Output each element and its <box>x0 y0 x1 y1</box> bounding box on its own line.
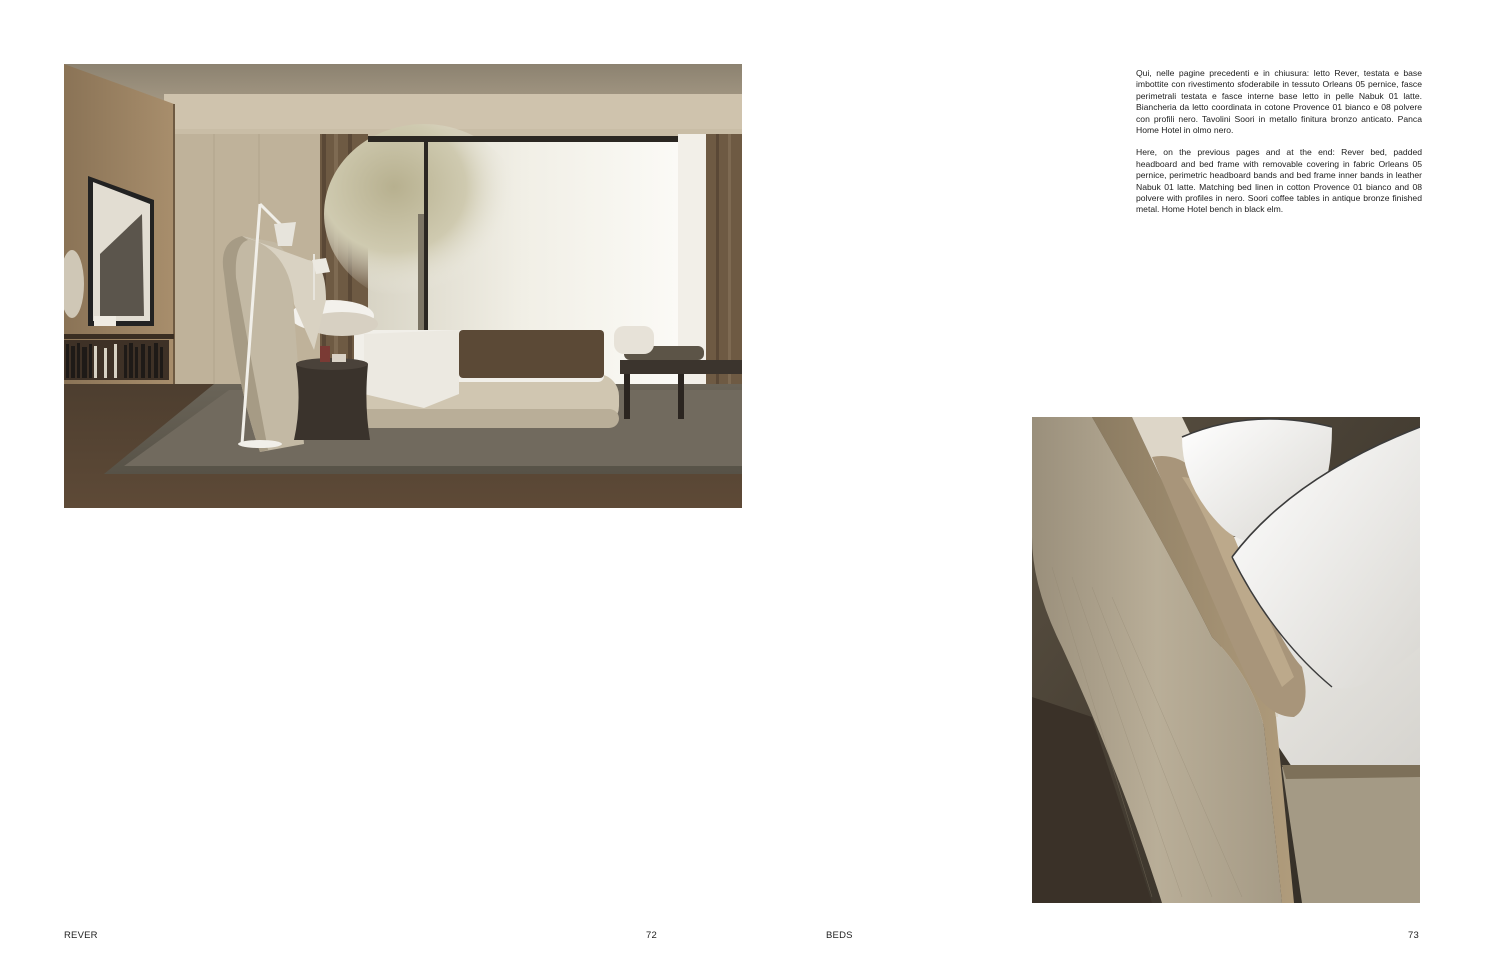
caption-block <box>1136 68 1422 227</box>
caption-english: Here, on the previous pages and at the end: Rever bed, padded headboard and bed frame with removable covering in fabric Orleans 05 pernice, perimetric headboard bands and bed frame inner bands in leather Nabuk 01 latte. Matching bed linen in cotton Provence 01 bianco and 08 polvere with profiles in nero. Soori coffee tables in antique bronze finished metal. Home Hotel bench in black elm. <box>1136 147 1422 215</box>
page-number-right: 73 <box>1408 930 1419 941</box>
right-page <box>742 0 1485 968</box>
page-number-left: 72 <box>646 930 657 941</box>
footer-collection-title: REVER <box>64 930 98 941</box>
footer-section-title: BEDS <box>826 930 853 941</box>
left-page <box>0 0 742 968</box>
caption-italian: Qui, nelle pagine precedenti e in chiusura: letto Rever, testata e base imbottite con rivestimento sfoderabile in tessuto Orleans 05 pernice, fasce perimetrali testata e fasce interne base letto in pelle Nabuk 01 latte. Biancheria da letto coordinata in cotone Provence 01 bianco e 08 polvere con profili nero. Tavolini Soori in metallo finitura bronzo anticato. Panca Home Hotel in olmo nero. <box>1136 68 1422 136</box>
headboard-detail-photo <box>1032 417 1420 903</box>
bedroom-photo <box>64 64 742 508</box>
